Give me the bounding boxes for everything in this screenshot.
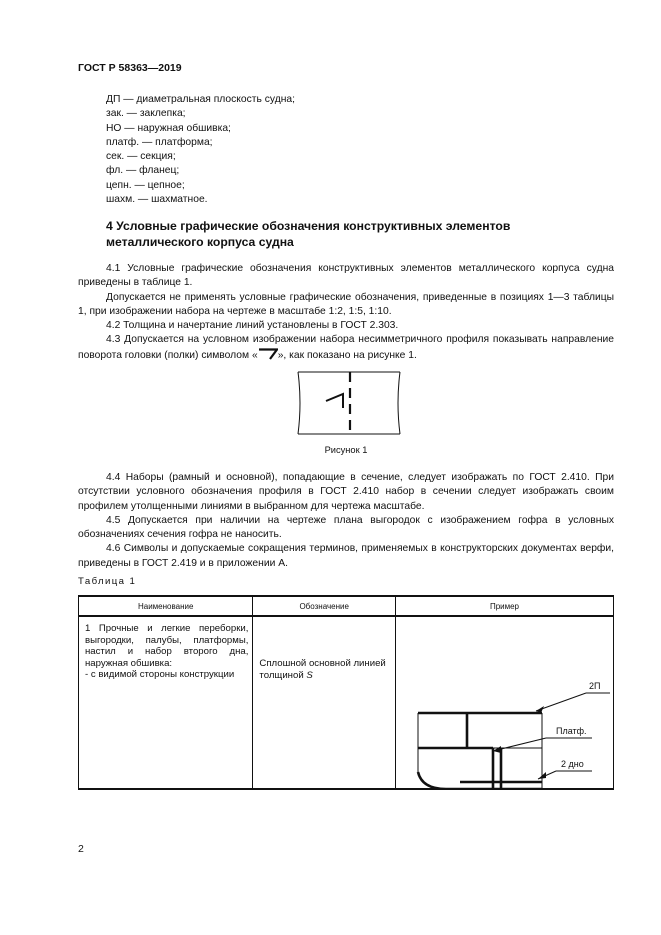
flange-direction-symbol-icon: [326, 394, 343, 408]
paragraph-4-3-text-b: », как показано на рисунке 1.: [277, 349, 417, 361]
cell-designation: [253, 616, 396, 789]
abbreviation-item: фл. — фланец;: [106, 165, 180, 177]
paragraph-4-1: 4.1 Условные графические обозначения конструктивных элементов металлического корпуса судна приведены в таблице 1.: [78, 263, 614, 289]
paragraph-4-5: 4.5 Допускается при наличии на чертеже плана выгородок с изображением гофра в условных обозначениях сечения гофра не наносить.: [78, 514, 614, 541]
label-2dno: 2 дно: [560, 759, 584, 769]
paragraph-4-1-note: Допускается не применять условные графические обозначения, приведенные в позициях 1—3 таблицы 1, при изображении набора на чертеже в масштабе 1:2, 1:5, 1:10.: [78, 291, 614, 317]
label-platform: Платф.: [555, 726, 587, 736]
paragraph-4-3-text-a: 4.3 Допускается на условном изображении набора несимметричного профиля показывать направление поворота головки (полки) символом «: [78, 334, 614, 361]
figure-1-drawing: [296, 370, 402, 436]
column-header-example: Пример: [395, 596, 613, 616]
abbreviation-item: НО — наружная обшивка;: [106, 122, 231, 134]
table-1-caption: Таблица 1: [78, 576, 137, 587]
paragraph-block-4-1-to-4-3: [78, 262, 614, 363]
cell-example: [395, 616, 613, 789]
table-header-row: [79, 596, 614, 616]
flange-direction-symbol-icon: [258, 348, 278, 360]
document-header: ГОСТ Р 58363—2019: [78, 62, 182, 74]
row-1-subitem: - с видимой стороны конструкции: [85, 669, 235, 681]
paragraph-4-4: 4.4 Наборы (рамный и основной), попадающие в сечение, следует изображать по ГОСТ 2.410. При отсутствии условного обозначения профиля в ГОСТ 2.410 набор в сечении следует изображать своим профилем утолщенными линиями в выбранном для чертежа масштабе.: [78, 472, 614, 512]
example-hull-drawing: [396, 617, 614, 789]
abbreviation-item: ДП — диаметральная плоскость судна;: [106, 94, 295, 105]
abbreviation-item: цепн. — цепное;: [106, 179, 185, 191]
abbreviation-item: платф. — платформа;: [106, 136, 213, 148]
paragraph-4-6: 4.6 Символы и допускаемые сокращения терминов, применяемых в конструкторских документах верфи, приведены в ГОСТ 2.419 и в приложении А.: [78, 543, 614, 569]
label-2p: 2П: [588, 681, 601, 691]
row-1-designation-var: S: [306, 669, 313, 681]
abbreviation-item: шахм. — шахматное.: [106, 194, 208, 206]
row-1-name: 1 Прочные и легкие переборки, выгородки, палубы, платформы, настил и набор второго дна, наружная обшивка:: [85, 623, 249, 669]
paragraph-block-4-4-to-4-6: [78, 471, 614, 571]
paragraph-4-3: [78, 333, 614, 363]
row-1-designation: Сплошной основной линией толщиной: [259, 658, 386, 681]
page-number: 2: [78, 843, 84, 855]
leader-2p: [536, 693, 586, 711]
bilge-curve: [418, 772, 446, 789]
column-header-name: Наименование: [79, 596, 253, 616]
paragraph-4-2: 4.2 Толщина и начертание линий установлены в ГОСТ 2.303.: [106, 320, 399, 332]
section-4-title: 4 Условные графические обозначения конструктивных элементов металлического корпуса судна: [106, 219, 511, 249]
abbreviation-item: сек. — секция;: [106, 151, 176, 163]
table-1: [78, 595, 614, 790]
column-header-designation: Обозначение: [253, 596, 396, 616]
abbreviation-list: [106, 93, 295, 207]
table-row: [79, 616, 614, 789]
abbreviation-item: зак. — заклепка;: [106, 108, 186, 120]
cell-name: [79, 616, 253, 789]
figure-1-caption: Рисунок 1: [324, 445, 368, 455]
